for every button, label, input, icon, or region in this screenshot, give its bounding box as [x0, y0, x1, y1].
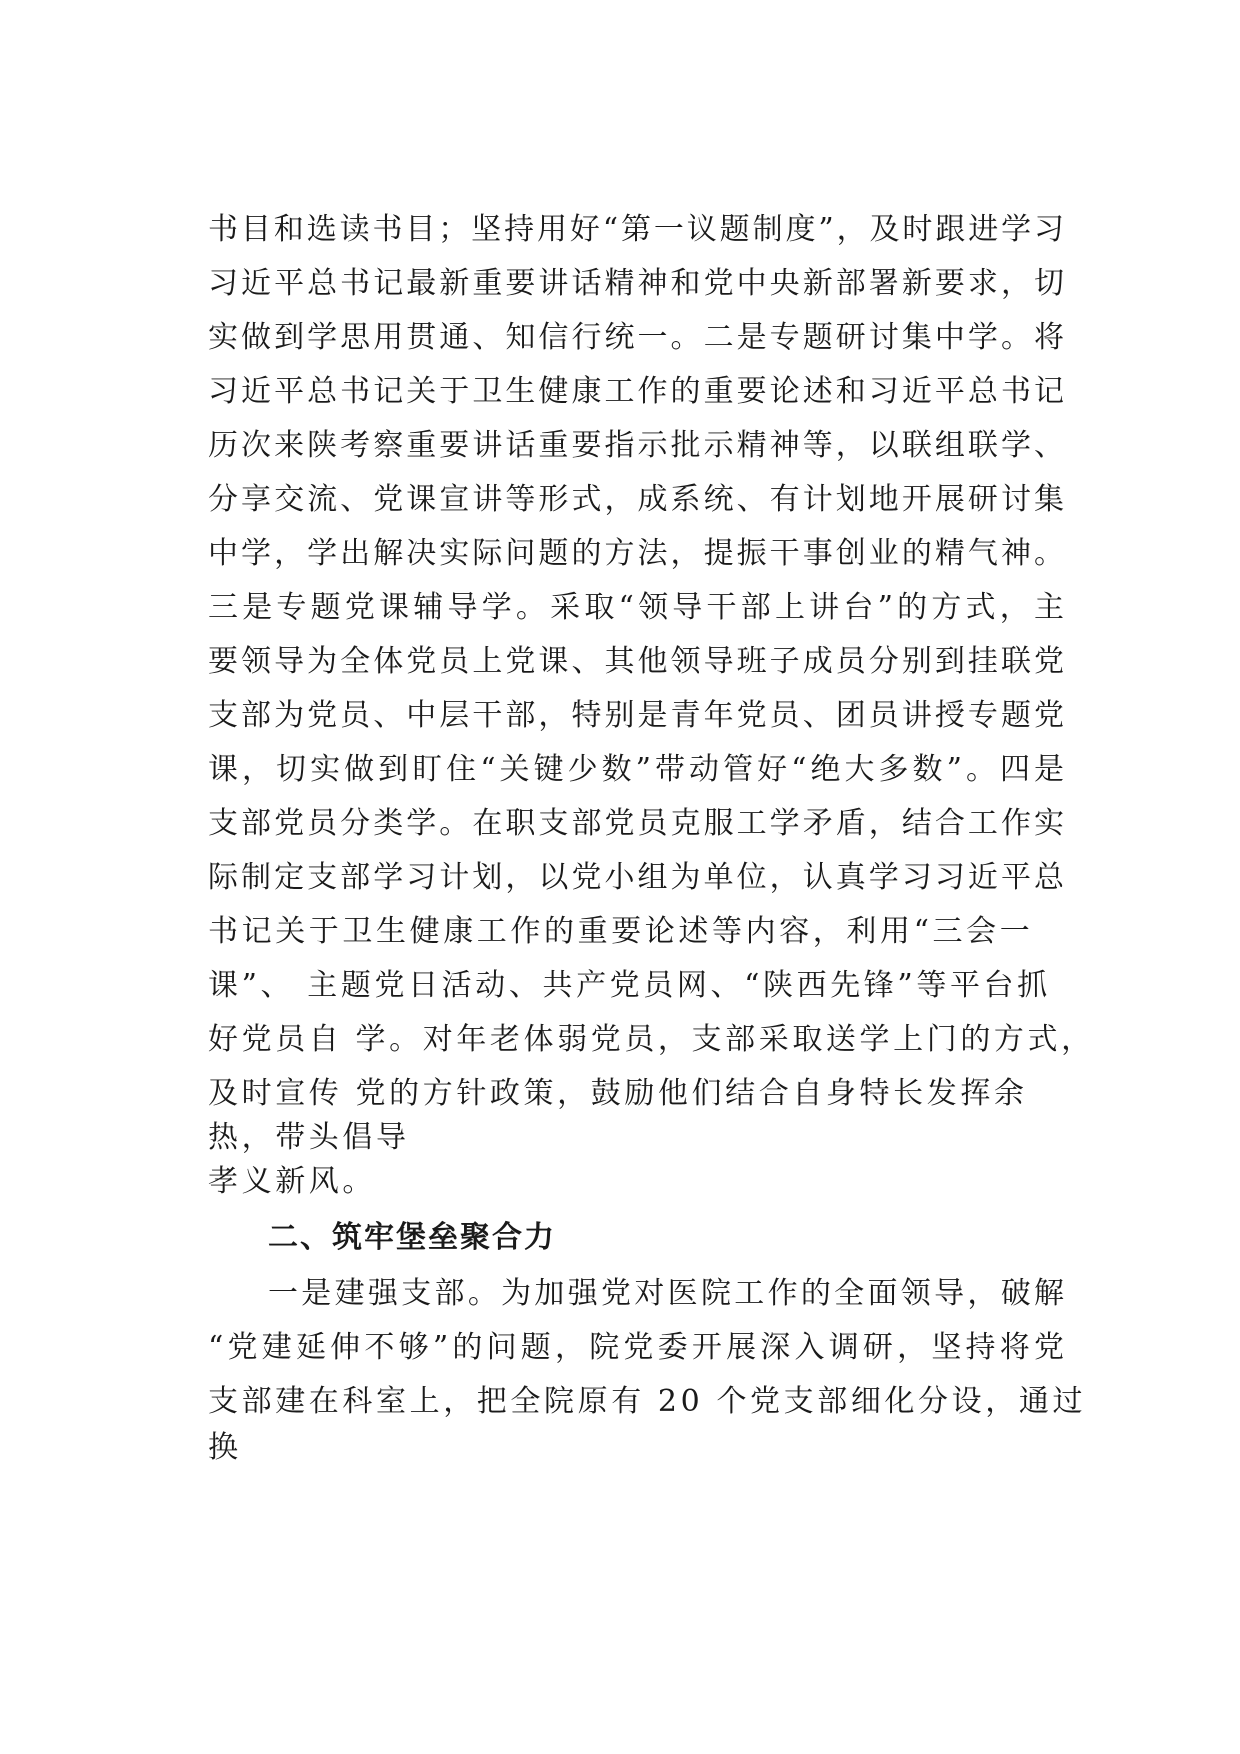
- text-line: 要领导为全体党员上党课、其他领导班子成员分别到挂联党: [208, 644, 1064, 679]
- text-line: 实做到学思用贯通、知信行统一。二是专题研讨集中学。将: [208, 320, 1064, 355]
- text-line: 际制定支部学习计划，以党小组为单位，认真学习习近平总: [208, 860, 1064, 895]
- text-line: 书记关于卫生健康工作的重要论述等内容，利用“三会一: [208, 914, 1034, 949]
- text-line: 支部建在科室上，把全院原有 20 个党支部细化分设，通过: [208, 1384, 1087, 1419]
- text-line: 习近平总书记关于卫生健康工作的重要论述和习近平总书记: [208, 374, 1064, 409]
- text-line: 三是专题党课辅导学。采取“领导干部上讲台”的方式，主: [208, 590, 1064, 625]
- text-line: 支部党员分类学。在职支部党员克服工学矛盾，结合工作实: [208, 806, 1064, 841]
- text-line: “党建延伸不够”的问题，院党委开展深入调研，坚持将党: [208, 1330, 1064, 1365]
- text-line: 热，带头倡导: [208, 1120, 410, 1155]
- text-line: 换: [208, 1430, 242, 1465]
- text-line: 支部为党员、中层干部，特别是青年党员、团员讲授专题党: [208, 698, 1064, 733]
- text-line: 课，切实做到盯住“关键少数”带动管好“绝大多数”。四是: [208, 752, 1064, 787]
- text-line: 一是建强支部。为加强党对医院工作的全面领导，破解: [268, 1276, 1064, 1311]
- text-line: 历次来陕考察重要讲话重要指示批示精神等，以联组联学、: [208, 428, 1064, 463]
- section-heading: 二、筑牢堡垒聚合力: [268, 1220, 556, 1255]
- text-line: 书目和选读书目；坚持用好“第一议题制度”，及时跟进学习: [208, 212, 1064, 247]
- text-line: 习近平总书记最新重要讲话精神和党中央新部署新要求，切: [208, 266, 1064, 301]
- text-line: 课”、 主题党日活动、共产党员网、“陕西先锋”等平台抓: [208, 968, 1051, 1003]
- text-line: 好党员自 学。对年老体弱党员，支部采取送学上门的方式，: [208, 1022, 1095, 1057]
- text-line: 孝义新风。: [208, 1164, 376, 1199]
- text-line: 及时宣传 党的方针政策，鼓励他们结合自身特长发挥余: [208, 1076, 1028, 1111]
- text-line: 分享交流、党课宣讲等形式，成系统、有计划地开展研讨集: [208, 482, 1064, 517]
- text-line: 中学，学出解决实际问题的方法，提振干事创业的精气神。: [208, 536, 1064, 571]
